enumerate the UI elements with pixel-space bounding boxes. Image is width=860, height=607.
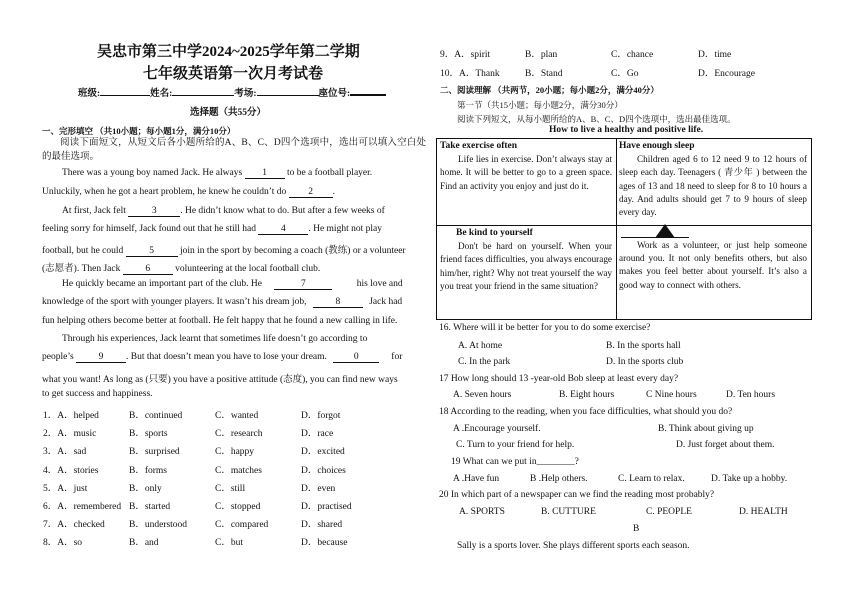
seat-label: 座位号: <box>318 89 351 99</box>
passage-title: How to live a healthy and positive life. <box>549 125 704 135</box>
cloze-option-q9-c[interactable]: C．chance <box>611 50 654 60</box>
cloze-option-q9-a[interactable]: 9．A．spirit <box>440 50 491 60</box>
blank-10[interactable]: 0 <box>333 352 379 363</box>
option[interactable]: D. In the sports club <box>606 357 684 367</box>
option[interactable]: C. In the park <box>458 357 511 367</box>
cell-text: Life lies in exercise. Don’t always stay at home. It will be better to go to a green space. Find an activity you enjoy and just do it. <box>440 154 612 191</box>
option[interactable]: C Nine hours <box>646 390 697 400</box>
cloze-option-q6-d[interactable]: D．practised <box>301 502 352 512</box>
question-17: 17 How long should 13 -year-old Bob sleep at least every day? <box>439 374 679 384</box>
option[interactable]: C. Turn to your friend for help. <box>456 440 575 450</box>
option[interactable]: D. Ten hours <box>726 390 776 400</box>
option[interactable]: B .Help others. <box>530 474 588 484</box>
option[interactable]: B. Eight hours <box>559 390 615 400</box>
option[interactable]: A .Encourage yourself. <box>453 424 541 434</box>
cloze-option-q2-c[interactable]: C．research <box>215 429 263 440</box>
option[interactable]: D. Just forget about them. <box>676 440 775 450</box>
name-label: 姓名: <box>150 89 173 99</box>
option[interactable]: B. CUTTURE <box>541 507 596 517</box>
cloze-option-q8-d[interactable]: D．because <box>301 538 348 549</box>
section-title: 选择题（共55分） <box>190 108 267 118</box>
cloze-option-q5-b[interactable]: B．only <box>129 483 162 494</box>
option[interactable]: B. In the sports hall <box>606 341 681 351</box>
option[interactable]: A. Seven hours <box>453 390 512 400</box>
cloze-option-q6-b[interactable]: B．started <box>129 502 171 512</box>
option[interactable]: A .Have fun <box>453 474 500 484</box>
cloze-option-q2-d[interactable]: D．race <box>301 429 334 440</box>
cell-title: Have enough sleep <box>619 141 695 151</box>
passage-line: There was a young boy named Jack. He always 1 to be a football player. <box>62 168 373 178</box>
triangle-icon <box>655 224 675 238</box>
cloze-option-q5-a[interactable]: 5．A．just <box>43 483 88 494</box>
cloze-option-q7-c[interactable]: C．compared <box>215 520 269 531</box>
option[interactable]: D. HEALTH <box>739 507 788 517</box>
blank-1[interactable]: 1 <box>245 168 285 179</box>
student-info-row <box>78 85 386 99</box>
option[interactable]: A. At home <box>458 341 503 351</box>
option[interactable]: C. PEOPLE <box>646 507 692 517</box>
class-label: 班级: <box>78 89 101 99</box>
cloze-option-q6-c[interactable]: C．stopped <box>215 502 261 512</box>
blank-5[interactable]: 5 <box>126 246 178 257</box>
question-18: 18 According to the reading, when you face difficulties, what should you do? <box>439 407 733 417</box>
passage-line: (志愿者). Then Jack 6 volunteering at the local football club. <box>42 264 321 274</box>
cloze-option-q4-b[interactable]: B．forms <box>129 465 168 476</box>
table-cell-sleep <box>619 140 807 219</box>
cloze-option-q7-b[interactable]: B．understood <box>129 520 188 531</box>
cloze-option-q10-b[interactable]: B．Stand <box>525 69 563 79</box>
cloze-option-q1-a[interactable]: 1．A．helped <box>43 411 99 421</box>
cloze-option-q8-a[interactable]: 8．A．so <box>43 538 83 549</box>
cloze-option-q8-b[interactable]: B．and <box>129 538 159 549</box>
cloze-option-q4-c[interactable]: C．matches <box>215 465 262 476</box>
cloze-option-q4-a[interactable]: 4．A．stories <box>43 465 99 476</box>
reading-part1: 第一节（共15小题；每小题2分，满分30分） <box>457 100 623 110</box>
option[interactable]: B. Think about giving up <box>658 424 754 434</box>
passage-line: Through his experiences, Jack learnt that sometimes life doesn’t go according to <box>62 334 368 344</box>
cloze-option-q4-d[interactable]: D．choices <box>301 465 346 476</box>
passage-line: Unluckily, when he got a heart problem, he knew he couldn’t do 2 . <box>42 187 336 197</box>
name-blank[interactable] <box>172 95 234 96</box>
question-19: 19 What can we put in________? <box>451 457 579 467</box>
table-cell-exercise <box>440 140 612 193</box>
passage-line: football, but he could 5 join in the sport by becoming a coach (教练) or a volunteer <box>42 246 406 256</box>
cell-text: Don't be hard on yourself. When your friend faces difficulties, you always encourage him/her, right? Why not treat yourself the way you treat your friend in the same situation? <box>440 241 612 291</box>
seat-blank[interactable] <box>350 94 386 96</box>
cloze-option-q10-a[interactable]: 10．A．Thank <box>440 69 500 79</box>
cloze-option-q2-a[interactable]: 2．A．music <box>43 429 97 440</box>
blank-6[interactable]: 6 <box>123 264 173 275</box>
cloze-option-q7-a[interactable]: 7．A．checked <box>43 520 105 531</box>
cell-text: Work as a volunteer, or just help someone around you. It not only benefits others, but also makes you feel better about yourself. It’s also a good way to connect with others. <box>619 240 807 290</box>
cloze-option-q3-c[interactable]: C．happy <box>215 447 255 458</box>
cloze-heading: 一、完形填空 （共10小题；每小题1分，满分10分） <box>42 126 236 136</box>
cell-text: Children aged 6 to 12 need 9 to 12 hours of sleep each day. Teenagers ( 青少年 ) between the ages of 13 and 18 need to sleep for 8 to 10 hours a day. And adults should get 7 to 9 hours of sleep every day. <box>619 154 807 218</box>
cloze-option-q8-c[interactable]: C．but <box>215 538 243 549</box>
cloze-option-q3-a[interactable]: 3．A．sad <box>43 447 87 458</box>
passage-line: He quickly became an important part of the club. He 7 his love and <box>62 279 403 289</box>
cell-title: Be kind to yourself <box>456 228 533 238</box>
blank-2[interactable]: 2 <box>289 187 333 198</box>
option[interactable]: A. SPORTS <box>459 507 505 517</box>
blank-3[interactable]: 3 <box>128 206 180 217</box>
passage-line: knowledge of the sport with younger players. It wasn’t his dream job, 8 Jack had <box>42 297 403 307</box>
room-label: 考场: <box>234 89 257 99</box>
passage-line: what you want! As long as (只要) you have a positive attitude (态度), you can find new ways <box>42 375 398 385</box>
question-20: 20 In which part of a newspaper can we find the reading most probably? <box>439 490 715 500</box>
cloze-option-q9-d[interactable]: D．time <box>698 50 732 60</box>
passage-line: feeling sorry for himself, Jack found out that he still had 4 . He might not play <box>42 224 382 234</box>
cloze-option-q1-d[interactable]: D．forgot <box>301 411 341 421</box>
cloze-option-q3-d[interactable]: D．excited <box>301 447 345 458</box>
passage-line: At first, Jack felt 3 . He didn’t know what to do. But after a few weeks of <box>62 206 385 216</box>
reading-heading: 二、阅读理解 （共两节，20小题；每小题2分，满分40分） <box>440 85 659 95</box>
passage-line: people’s 9 . But that doesn’t mean you have to lose your dream. 0 for <box>42 352 403 362</box>
cloze-instructions: 阅读下面短文，从短文后各小题所给的A、B、C、D四个选项中，选出可以填入空白处的最佳选项。 <box>42 138 426 162</box>
cell-title: Take exercise often <box>440 141 518 151</box>
cloze-option-q2-b[interactable]: B．sports <box>129 429 168 440</box>
exam-title-line2: 七年级英语第一次月考试卷 <box>143 66 324 82</box>
cloze-option-q3-b[interactable]: B．surprised <box>129 447 180 458</box>
passage-b-first-line: Sally is a sports lover. She plays different sports each season. <box>457 541 690 551</box>
room-blank[interactable] <box>257 95 319 96</box>
cloze-option-q5-c[interactable]: C．still <box>215 483 246 494</box>
blank-9[interactable]: 9 <box>76 352 126 363</box>
option[interactable]: D. Take up a hobby. <box>711 474 788 484</box>
reading-instructions: 阅读下列短文，从每小题所给的A、B、C、D四个选项中，选出最佳选项。 <box>457 114 736 124</box>
cloze-option-q1-b[interactable]: B．continued <box>129 411 183 421</box>
option[interactable]: C. Learn to relax. <box>618 474 685 484</box>
blank-7[interactable]: 7 <box>274 279 332 290</box>
table-cell-kind <box>440 227 612 293</box>
table-cell-volunteer <box>619 239 807 292</box>
passage-line: to get success and happiness. <box>42 389 153 399</box>
blank-4[interactable]: 4 <box>258 224 308 235</box>
cloze-option-q6-a[interactable]: 6．A．remembered <box>43 502 122 512</box>
cloze-option-q7-d[interactable]: D．shared <box>301 520 343 531</box>
cloze-option-q10-d[interactable]: D．Encourage <box>698 69 755 79</box>
cloze-option-q1-c[interactable]: C．wanted <box>215 411 259 421</box>
cloze-option-q9-b[interactable]: B．plan <box>525 50 558 60</box>
class-blank[interactable] <box>100 95 150 96</box>
cloze-option-q10-c[interactable]: C．Go <box>611 69 639 79</box>
question-16: 16. Where will it be better for you to do some exercise? <box>439 323 651 333</box>
cloze-option-q5-d[interactable]: D．even <box>301 483 336 494</box>
exam-title-line1: 吴忠市第三中学2024~2025学年第二学期 <box>97 44 360 60</box>
part-b-label: B <box>633 524 640 534</box>
passage-line: fun helping others become better at football. He felt happy that he found a new calling in life. <box>42 316 398 326</box>
blank-8[interactable]: 8 <box>313 297 363 308</box>
